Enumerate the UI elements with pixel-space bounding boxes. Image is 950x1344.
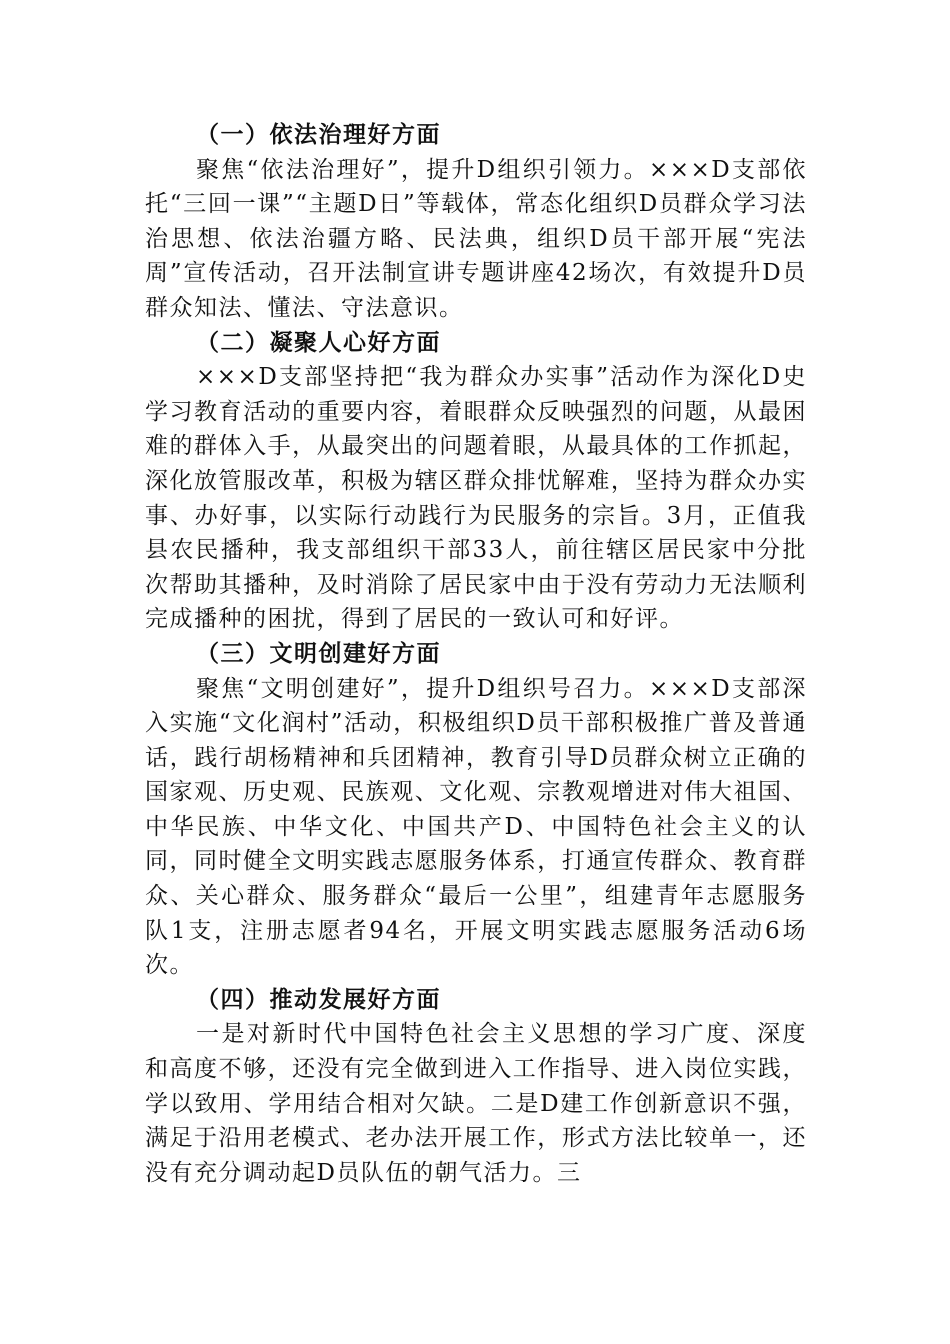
section-body-3: 聚焦“文明创建好”，提升D组织号召力。×××D支部深入实施“文化润村”活动，积极组织D员干部积极推广普及普通话，践行胡杨精神和兵团精神，教育引导D员群众树立正确的国家观、历史观、民族观、文化观、宗教观增进对伟大祖国、中华民族、中华文化、中国共产D、中国特色社会主义的认同，同时健全文明实践志愿服务体系，打通宣传群众、教育群众、关心群众、服务群众“最后一公里”，组建青年志愿服务队1支，注册志愿者94名，开展文明实践志愿服务活动6场次。 <box>145 675 807 979</box>
section-heading-1: （一）依法治理好方面 <box>196 121 441 148</box>
document-page <box>145 118 807 1190</box>
section-heading-2: （二）凝聚人心好方面 <box>196 328 441 356</box>
section-body-1: 聚焦“依法治理好”，提升D组织引领力。×××D支部依托“三回一课”“主题D日”等载体，常态化组织D员群众学习法治思想、依法治疆方略、民法典，组织D员干部开展“宪法周”宣传活动，召开法制宣讲专题讲座42场次，有效提升D员群众知法、懂法、守法意识。 <box>145 156 807 321</box>
section-body-2: ×××D支部坚持把“我为群众办实事”活动作为深化D史学习教育活动的重要内容，着眼群众反映强烈的问题，从最困难的群体入手，从最突出的问题着眼，从最具体的工作抓起，深化放管服改革，积极为辖区群众排忧解难，坚持为群众办实事、办好事，以实际行动践行为民服务的宗旨。3月，正值我县农民播种，我支部组织干部33人，前往辖区居民家中分批次帮助其播种，及时消除了居民家中由于没有劳动力无法顺利完成播种的困扰，得到了居民的一致认可和好评。 <box>145 364 807 633</box>
section-body-4: 一是对新时代中国特色社会主义思想的学习广度、深度和高度不够，还没有完全做到进入工作指导、进入岗位实践，学以致用、学用结合相对欠缺。二是D建工作创新意识不强，满足于沿用老模式、老办法开展工作，形式方法比较单一，还没有充分调动起D员队伍的朝气活力。三 <box>145 1021 807 1186</box>
section-heading-3: （三）文明创建好方面 <box>196 639 441 667</box>
section-heading-4: （四）推动发展好方面 <box>196 985 441 1013</box>
